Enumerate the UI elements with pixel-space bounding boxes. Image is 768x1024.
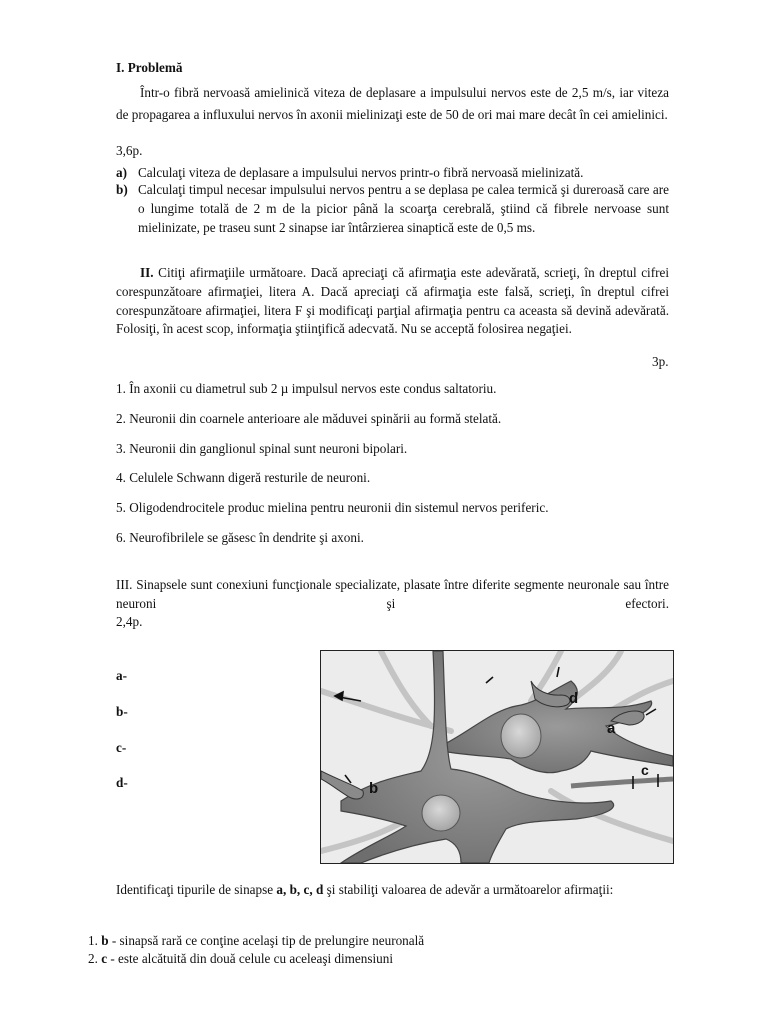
question-post: şi stabiliţi valoarea de adevăr a următoarelor afirmaţii:	[326, 882, 614, 897]
problem2-points: 3p.	[652, 354, 669, 369]
question-letters: a, b, c, d	[276, 882, 324, 897]
figure-label-a: a	[607, 720, 616, 737]
problem3-intro: III. Sinapsele sunt conexiuni funcţionale specializate, plasate între diferite segmente neuronale sau între neuroni şi efectori.	[116, 577, 669, 611]
problem1-intro: Într-o fibră nervoasă amielinică viteza de deplasare a impulsului nervos este de 2,5 m/s, iar viteza de propagarea a influxului nervos în axonii mielinizaţi este de 50 de ori mai mare decât în cei amielinici.	[116, 85, 669, 122]
figure-label-d: d	[569, 690, 579, 707]
affirmation-text: - sinapsă rară ce conţine acelaşi tip de prelungire neuronală	[111, 933, 425, 948]
affirmation-letter: c	[101, 951, 108, 966]
affirmation-2	[88, 951, 648, 967]
affirmation-letter: b	[101, 933, 109, 948]
statement-2: 2. Neuronii din coarnele anterioare ale măduvei spinării au formă stelată.	[116, 411, 502, 426]
problem1-points: 3,6p.	[116, 143, 143, 158]
item-marker: b)	[116, 182, 128, 197]
figure-label-c: c	[641, 762, 649, 778]
problem3-points: 2,4p.	[116, 614, 143, 629]
problem2-title: II.	[140, 265, 154, 280]
problem2-intro: Citiţi afirmaţiile următoare. Dacă apreciaţi că afirmaţia este adevărată, scrieţi, în dreptul cifrei corespunzătoare afirmaţiei, litera A. Dacă apreciaţi că afirmaţia este falsă, scrieţi, în dreptul cifrei corespunzătoare afirmaţiei, litera F şi modificaţi parţial afirmaţia pentru ca aceasta să devină adevărată. Folosiţi, în acest scop, informaţia ştiinţifică adecvată. Nu se acceptă folosirea negaţiei.	[116, 265, 670, 337]
neuron-illustration	[321, 651, 673, 863]
statement-1: 1. În axonii cu diametrul sub 2 µ impulsul nervos este condus saltatoriu.	[116, 381, 497, 396]
affirmation-text: - este alcătuită din două celule cu aceleaşi dimensiuni	[110, 951, 394, 966]
statement-4: 4. Celulele Schwann digeră resturile de neuroni.	[116, 470, 371, 485]
statement-6: 6. Neurofibrilele se găsesc în dendrite şi axoni.	[116, 530, 364, 545]
statement-5: 5. Oligodendrocitele produc mielina pentru neuronii din sistemul nervos periferic.	[116, 500, 549, 515]
affirmation-num: 2.	[88, 951, 98, 966]
item-text: Calculaţi timpul necesar impulsului nervos pentru a se deplasa pe calea termică şi dureroasă care are o lungime totală de 2 m de la picior până la scoarţa cerebrală, ştiind că fibrele nervoase sunt mielinizate, pe traseu sunt 2 sinapse iar întârzierea sinaptică este de 0,5 ms.	[138, 182, 669, 235]
affirmation-num: 1.	[88, 933, 98, 948]
problem3-question	[116, 880, 669, 899]
figure-label-b: b	[369, 780, 379, 797]
statement-3: 3. Neuronii din ganglionul spinal sunt neuroni bipolari.	[116, 441, 408, 456]
problem2-intro-block	[116, 264, 669, 339]
item-marker: a)	[116, 165, 127, 180]
synapse-figure	[320, 650, 674, 864]
answer-label-b: b-	[116, 704, 128, 719]
answer-label-c: c-	[116, 740, 127, 755]
answer-label-a: a-	[116, 668, 127, 683]
item-text: Calculaţi viteza de deplasare a impulsului nervos printr-o fibră nervoasă mielinizată.	[138, 165, 584, 180]
problem1-title: I. Problemă	[116, 60, 183, 75]
answer-label-d: d-	[116, 775, 128, 790]
question-pre: Identificaţi tipurile de sinapse	[116, 882, 274, 897]
affirmation-1	[88, 933, 648, 949]
